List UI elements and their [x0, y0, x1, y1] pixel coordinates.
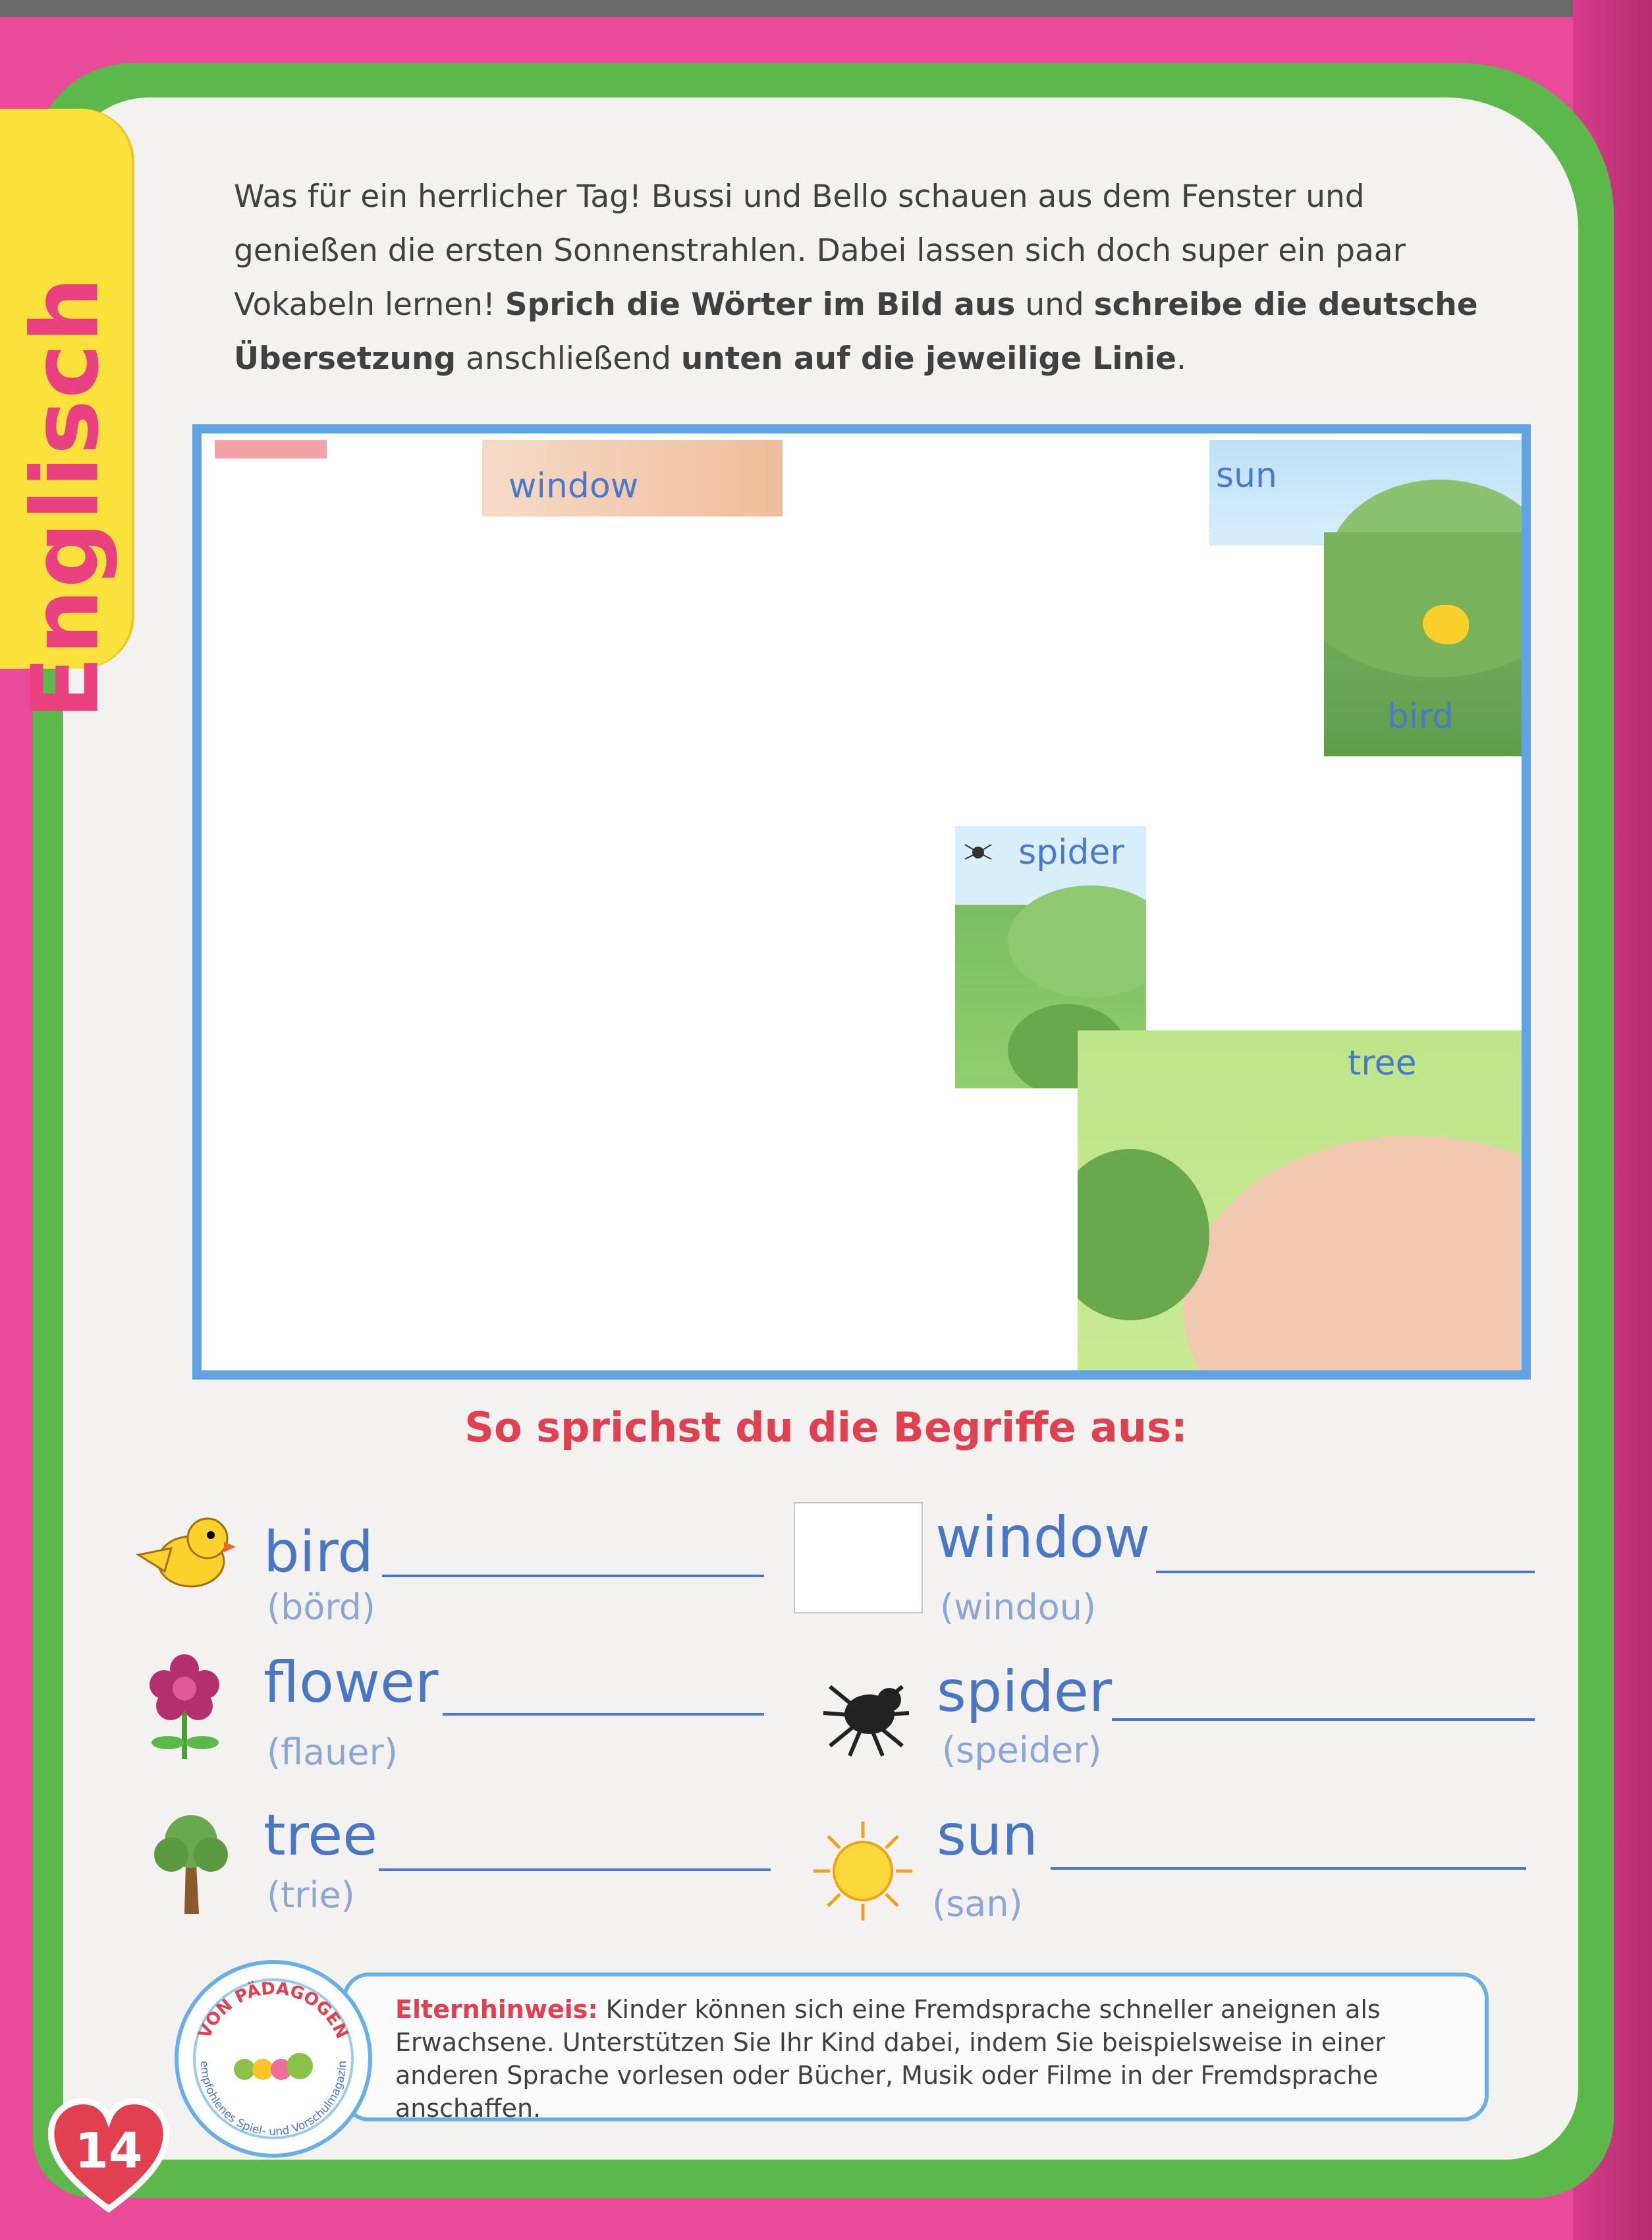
badge-text-ring [179, 1964, 368, 2154]
bird-icon [125, 1509, 237, 1601]
scene-label-tree: tree [1348, 1044, 1417, 1083]
bird-fragment [1324, 532, 1529, 756]
answer-line-tree[interactable] [379, 1868, 771, 1871]
vocab-pron-flower: (flauer) [267, 1731, 398, 1773]
vocab-word-bird: bird [263, 1519, 373, 1585]
vocab-word-spider: spider [937, 1659, 1113, 1725]
parent-note-text [395, 1993, 1475, 2125]
sky-fragment [1209, 440, 1529, 546]
section-tab [0, 109, 132, 719]
vocab-pron-sun: (san) [932, 1883, 1023, 1924]
pronunciation-heading: So sprichst du die Begriffe aus: [464, 1403, 1188, 1451]
scene-label-sun: sun [1216, 456, 1278, 495]
vocab-word-tree: tree [263, 1803, 378, 1868]
scene-label-bird: bird [1387, 697, 1454, 737]
spider-icon [962, 839, 995, 866]
sun-icon [810, 1818, 916, 1924]
tree-fragment [1078, 1030, 1529, 1380]
recommendation-badge [175, 1960, 372, 2158]
bush [1008, 885, 1146, 997]
scene-label-window: window [509, 466, 639, 506]
answer-line-bird[interactable] [382, 1575, 764, 1577]
vocabulary-illustration [192, 424, 1531, 1380]
answer-line-spider[interactable] [1112, 1718, 1535, 1721]
page-top-edge [0, 0, 1652, 17]
vocab-pron-spider: (speider) [942, 1729, 1102, 1771]
vocab-word-window: window [935, 1505, 1151, 1571]
vocab-word-sun: sun [937, 1803, 1038, 1868]
vocab-pron-bird: (börd) [267, 1586, 375, 1628]
scene-label-spider: spider [1018, 833, 1124, 872]
intro-part: . [1176, 341, 1186, 377]
intro-bold: unten auf die jeweilige Linie [680, 341, 1176, 377]
intro-text [234, 170, 1505, 386]
answer-line-sun[interactable] [1051, 1867, 1526, 1870]
intro-part: und [1015, 287, 1094, 323]
intro-part: Was für ein herrlicher Tag! Bussi und Bello schauen aus dem Fenster und genießen die ersten Sonnenstrahlen. Dabei lassen sich doch super ein paar Vokabeln lernen! [234, 179, 1406, 323]
badge-top-text: VON PÄDAGOGEN [194, 1978, 352, 2042]
vocab-word-flower: flower [263, 1650, 439, 1716]
window-icon [794, 1502, 923, 1613]
page-number: 14 [74, 2123, 143, 2179]
flower-icon [142, 1650, 227, 1762]
vocab-pron-tree: (trie) [267, 1874, 355, 1916]
svg-text:VON PÄDAGOGEN [195, 1979, 352, 2042]
parent-note-label: Elternhinweis: [395, 1995, 598, 2024]
badge-bottom-text: empfohlenes Spiel- und Vorschulmagazin [197, 2060, 350, 2139]
intro-bold: Sprich die Wörter im Bild aus [505, 287, 1016, 323]
vocab-pron-window: (windou) [940, 1586, 1097, 1628]
tree-crown [1324, 532, 1529, 677]
intro-part: anschließend [456, 341, 681, 377]
spider-icon [817, 1673, 916, 1759]
window-fragment [482, 440, 783, 517]
bird-icon [1423, 605, 1469, 644]
path [1183, 1136, 1529, 1380]
illustration-fragment [215, 440, 327, 459]
intro-bold: schreibe die deutsche Übersetzung [234, 287, 1478, 377]
parent-note-body: Kinder können sich eine Fremdsprache schneller aneignen als Erwachsene. Unterstützen Sie Ihr Kind dabei, indem Sie beispielsweise in einer anderen Sprache vorlesen oder Bücher, Musik oder Filme in der Fremdsprache anschaffen. [395, 1995, 1385, 2123]
answer-line-window[interactable] [1156, 1571, 1535, 1573]
tree-icon [151, 1812, 231, 1917]
section-tab-label: Englisch [12, 275, 120, 719]
answer-line-flower[interactable] [443, 1713, 764, 1716]
